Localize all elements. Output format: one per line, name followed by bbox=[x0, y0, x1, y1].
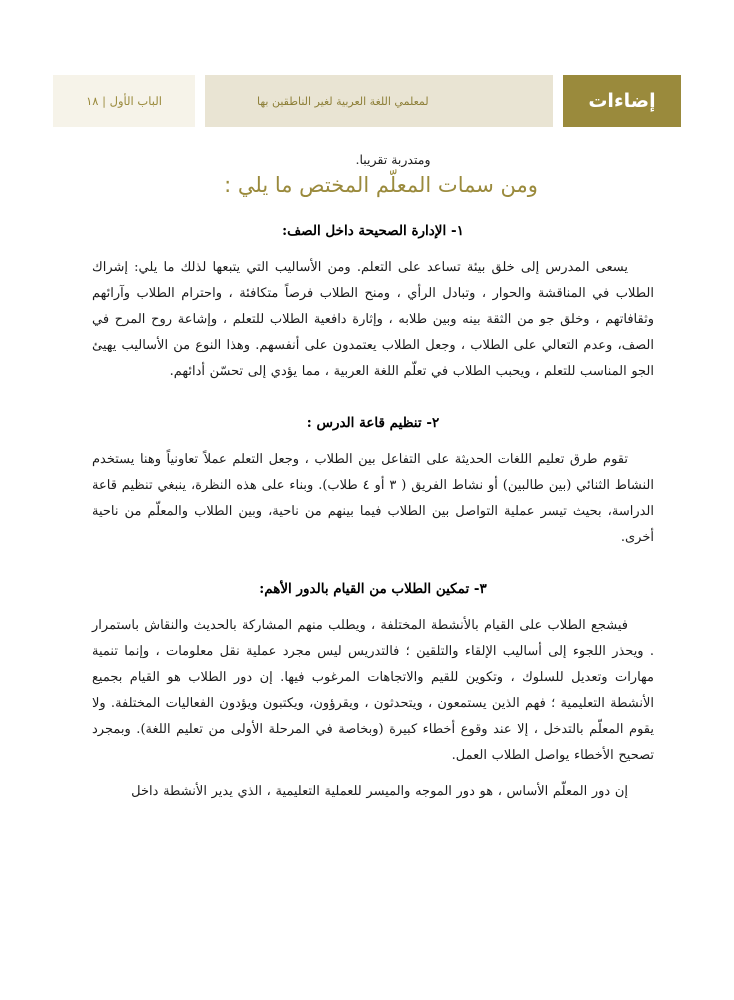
header-brand-band bbox=[563, 75, 681, 127]
page-content bbox=[92, 152, 654, 805]
item-heading-2: ٢- تنظيم قاعة الدرس : bbox=[306, 415, 440, 431]
item-paragraph-3-2: إن دور المعلّم الأساس ، هو دور الموجه والميسر للعملية التعليمية ، الذي يدير الأنشطة داخل bbox=[131, 784, 628, 799]
chapter-label: الباب الأول | ١٨ bbox=[86, 94, 162, 108]
item-heading-1: ١- الإدارة الصحيحة داخل الصف: bbox=[282, 223, 464, 239]
item-heading-3: ٣- تمكين الطلاب من القيام بالدور الأهم: bbox=[259, 581, 487, 597]
item-paragraph-1-1: يسعى المدرس إلى خلق بيئة تساعد على التعلم. ومن الأساليب التي يتبعها لذلك ما يلي: إشراك الطلاب في المناقشة والحوار ، وتبادل الرأي ، ومنح الطلاب فرصاً متكافئة ، واحترام الطلاب وآرائهم وثقافاتهم ، وخلق جو من الثقة بينه وبين طلابه ، وإثارة دافعية الطلاب للتعلم ، وإشاعة روح المرح في الصف، وعدم التعالي على الطلاب ، وجعل الطلاب يعتمدون على أنفسهم. وهذا النوع من الأساليب يهيئ الجو المناسب للتعلم ، ويحبب الطلاب في تعلّم اللغة العربية ، مما يؤدي إلى تحسّن أدائهم. bbox=[92, 260, 654, 379]
item-paragraph-2-1: تقوم طرق تعليم اللغات الحديثة على التفاعل بين الطلاب ، وجعل التعلم عملاً تعاونياً وهنا يستخدم النشاط الثنائي (بين طالبين) أو نشاط الفريق ( ٣ أو ٤ طلاب). وبناء على هذه النظرة، ينبغي تنظيم قاعة الدراسة، بحيث تيسر عملية التواصل بين الطلاب فيما بينهم من ناحية، وبين الطلاب والمعلّم من ناحية أخرى. bbox=[92, 452, 654, 545]
header-subtitle-text: لمعلمي اللغة العربية لغير الناطقين بها bbox=[257, 94, 429, 108]
header-subtitle-band bbox=[205, 75, 553, 127]
header-chapter-band bbox=[53, 75, 195, 127]
running-header bbox=[53, 75, 681, 127]
brand-title: إضاءات bbox=[588, 90, 656, 112]
page-title: ومن سمات المعلّم المختص ما يلي : bbox=[224, 173, 538, 197]
lede-text: ومتدربة تقريبا. bbox=[355, 152, 431, 167]
item-paragraph-3-1: فيشجع الطلاب على القيام بالأنشطة المختلفة ، ويطلب منهم المشاركة بالحديث والنقاش باستمرار . ويحذر اللجوء إلى أساليب الإلقاء والتلقين ؛ فالتدريس ليس مجرد عملية نقل معلومات ، وإنما تنمية مهارات وتعديل للسلوك ، وتكوين للقيم والاتجاهات المرغوب فيها. إن دور الطلاب هو القيام بجميع الأنشطة التعليمية ؛ فهم الذين يستمعون ، ويتحدثون ، ويقرؤون، ويكتبون ويؤدون الفعاليات المختلفة. ولا يقوم المعلّم بالتدخل ، إلا عند وقوع أخطاء كبيرة (وبخاصة في المرحلة الأولى من تعليم اللغة). وبمجرد تصحيح الأخطاء يواصل الطلاب العمل. bbox=[92, 618, 654, 763]
